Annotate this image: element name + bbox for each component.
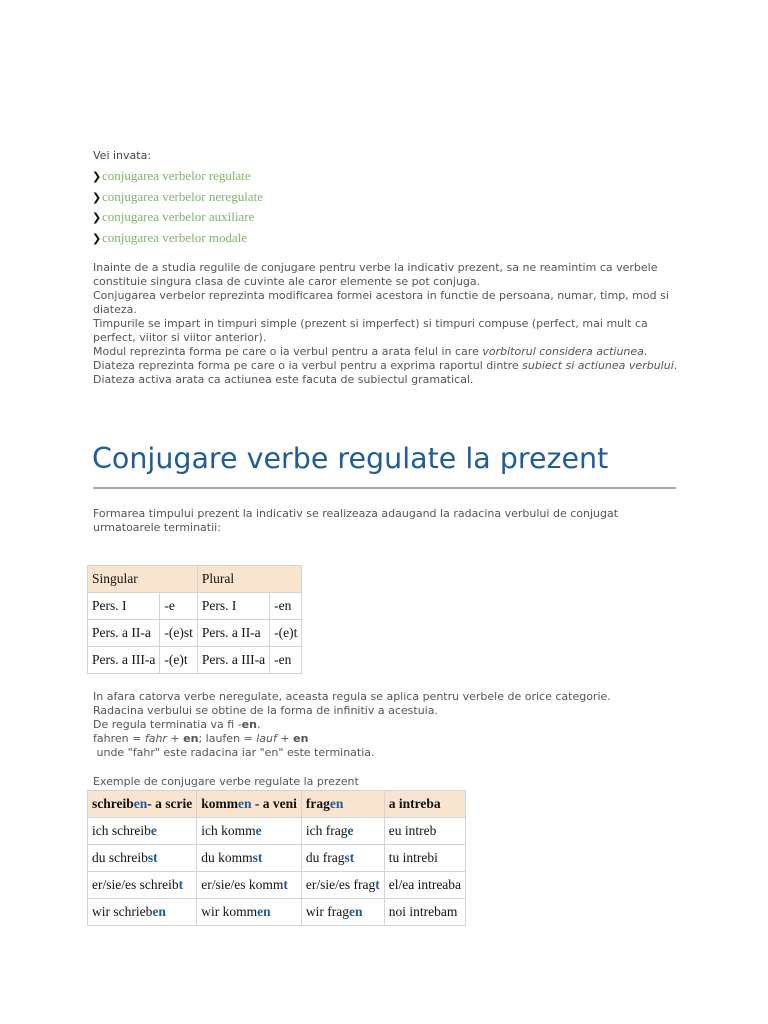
table-cell <box>197 872 302 899</box>
table-cell <box>301 899 384 926</box>
table-header-row <box>88 566 302 593</box>
verb-ending: st <box>147 850 158 865</box>
table-cell <box>88 899 197 926</box>
text-span: . <box>643 345 648 358</box>
text-span: . <box>673 359 678 372</box>
rule-paragraph <box>93 690 683 760</box>
chevron-right-icon: ❯ <box>92 211 102 224</box>
table-cell: Pers. a II-a <box>197 620 269 647</box>
paragraph-line <box>93 345 683 359</box>
table-header-row <box>88 791 466 818</box>
table-row <box>88 899 466 926</box>
header-cell <box>197 791 302 818</box>
table-cell: Pers. I <box>88 593 160 620</box>
table-cell <box>88 872 197 899</box>
verb-stem: ich frag <box>305 823 348 838</box>
table-cell: -(e)t <box>270 620 302 647</box>
table-cell: Pers. a II-a <box>88 620 160 647</box>
text-span: Modul reprezinta forma pe care o ia verbul pentru a arata felul in care <box>93 345 483 358</box>
verb-stem: er/sie/es komm <box>201 877 284 892</box>
text-span: + <box>276 732 294 745</box>
verb-translation: - a scrie <box>147 796 193 811</box>
list-item <box>92 228 263 249</box>
verb-stem: du komm <box>201 850 253 865</box>
text-span: Diateza reprezinta forma pe care o ia verbul pentru a exprima raportul dintre <box>93 359 523 372</box>
translation-text: el/ea intreaba <box>388 877 462 892</box>
translation-text: tu intrebi <box>388 850 438 865</box>
verb-translation: - a veni <box>251 796 297 811</box>
verb-stem: wir schrieb <box>92 904 153 919</box>
verb-ending: t <box>283 877 288 892</box>
verb-ending: e <box>255 823 262 838</box>
table-cell: Pers. a III-a <box>197 647 269 674</box>
bold-text: en <box>293 732 309 745</box>
table-cell: -e <box>160 593 197 620</box>
header-cell-plural: Plural <box>197 566 302 593</box>
text-span: fahren = <box>93 732 145 745</box>
table-cell <box>88 818 197 845</box>
heading-divider <box>93 487 676 489</box>
examples-caption: Exemple de conjugare verbe regulate la prezent <box>93 775 359 788</box>
table-cell: -(e)st <box>160 620 197 647</box>
table-cell: -en <box>270 593 302 620</box>
paragraph-line: Conjugarea verbelor reprezinta modificarea formei acestora in functie de persoana, numar, timp, mod si diateza. <box>93 289 669 316</box>
formation-paragraph <box>93 507 683 535</box>
paragraph-line <box>93 718 683 732</box>
table-cell <box>384 872 465 899</box>
table-cell <box>384 845 465 872</box>
table-cell <box>301 818 384 845</box>
italic-text: subiect si actiunea verbului <box>522 359 674 372</box>
chevron-right-icon: ❯ <box>92 170 102 183</box>
bold-text: en <box>241 718 257 731</box>
verb-ending: en <box>133 796 148 811</box>
table-cell: -(e)t <box>160 647 197 674</box>
verb-ending: en <box>329 796 344 811</box>
translation-text: eu intreb <box>388 823 437 838</box>
table-row <box>88 620 302 647</box>
verb-stem: er/sie/es schreib <box>92 877 179 892</box>
link-modal-verbs[interactable]: conjugarea verbelor modale <box>102 229 248 245</box>
verb-ending: en <box>238 796 252 811</box>
verb-root: schreib <box>92 796 134 811</box>
text-span: De regula terminatia va fi - <box>93 718 242 731</box>
verb-translation: a intreba <box>388 796 441 811</box>
text-span: ; laufen = <box>198 732 257 745</box>
verb-stem: er/sie/es frag <box>305 877 376 892</box>
paragraph-line: Formarea timpului prezent la indicativ se realizeaza adaugand la radacina verbului de conjugat urmatoarele terminatii: <box>93 507 619 534</box>
bold-text: en <box>183 732 199 745</box>
verb-stem: wir frag <box>305 904 349 919</box>
verb-ending: e <box>150 823 157 838</box>
paragraph-line <box>93 359 683 373</box>
paragraph-line <box>93 732 683 746</box>
verb-stem: du frag <box>305 850 345 865</box>
paragraph-line: unde "fahr" este radacina iar "en" este terminatia. <box>93 746 375 759</box>
verb-stem: ich schreib <box>92 823 151 838</box>
table-cell <box>384 818 465 845</box>
table-cell: Pers. a III-a <box>88 647 160 674</box>
paragraph-line: In afara catorva verbe neregulate, aceasta regula se aplica pentru verbele de orice categorie. <box>93 690 611 703</box>
table-cell: Pers. I <box>197 593 269 620</box>
verb-root: frag <box>305 796 330 811</box>
header-cell-singular: Singular <box>88 566 198 593</box>
italic-text: fahr <box>144 732 167 745</box>
italic-text: vorbitorul considera actiunea <box>482 345 644 358</box>
header-cell <box>301 791 384 818</box>
verb-ending: st <box>252 850 263 865</box>
intro-label: Vei invata: <box>93 149 152 162</box>
chevron-right-icon: ❯ <box>92 231 102 245</box>
verb-ending: en <box>152 904 166 919</box>
verb-ending: e <box>347 823 354 838</box>
header-cell <box>384 791 465 818</box>
topic-link-list <box>92 166 263 248</box>
link-auxiliary-verbs[interactable]: conjugarea verbelor auxiliare <box>102 209 255 224</box>
table-cell: -en <box>270 647 302 674</box>
italic-text: lauf <box>256 732 277 745</box>
verb-ending: t <box>375 877 380 892</box>
verb-ending: en <box>348 904 363 919</box>
paragraph-line: Radacina verbului se obtine de la forma de infinitiv a acestuia. <box>93 704 438 717</box>
table-row <box>88 647 302 674</box>
examples-table <box>87 790 466 926</box>
verb-ending: en <box>257 904 271 919</box>
table-cell <box>301 845 384 872</box>
verb-stem: ich komm <box>201 823 256 838</box>
text-span: . <box>256 718 261 731</box>
table-cell <box>197 845 302 872</box>
paragraph-line: Timpurile se impart in timpuri simple (prezent si imperfect) si timpuri compuse (perfect, mai mult ca perfect, viitor si viitor anterior). <box>93 317 648 344</box>
paragraph-line: Diateza activa arata ca actiunea este facuta de subiectul gramatical. <box>93 373 474 386</box>
section-heading: Conjugare verbe regulate la prezent <box>92 442 609 475</box>
table-cell <box>88 845 197 872</box>
link-regular-verbs[interactable]: conjugarea verbelor regulate <box>102 168 251 183</box>
table-cell <box>197 818 302 845</box>
table-row <box>88 845 466 872</box>
table-row <box>88 593 302 620</box>
table-cell <box>301 872 384 899</box>
link-irregular-verbs[interactable]: conjugarea verbelor neregulate <box>102 188 263 204</box>
text-span: + <box>166 732 184 745</box>
list-item <box>92 207 263 228</box>
verb-stem: wir komm <box>201 904 258 919</box>
table-cell <box>197 899 302 926</box>
verb-ending: st <box>344 850 355 865</box>
list-item <box>92 187 263 208</box>
translation-text: noi intrebam <box>388 904 458 919</box>
verb-stem: du schreib <box>92 850 148 865</box>
list-item <box>92 166 263 187</box>
header-cell <box>88 791 197 818</box>
table-row <box>88 818 466 845</box>
verb-root: komm <box>201 796 238 811</box>
endings-table <box>87 565 302 674</box>
intro-paragraph <box>93 261 683 387</box>
verb-ending: t <box>178 877 184 892</box>
chevron-right-icon: ❯ <box>92 190 102 204</box>
table-cell <box>384 899 465 926</box>
table-row <box>88 872 466 899</box>
paragraph-line: Inainte de a studia regulile de conjugare pentru verbe la indicativ prezent, sa ne reamintim ca verbele constituie singura clasa de cuvinte ale caror elemente se pot conjuga. <box>93 261 658 288</box>
